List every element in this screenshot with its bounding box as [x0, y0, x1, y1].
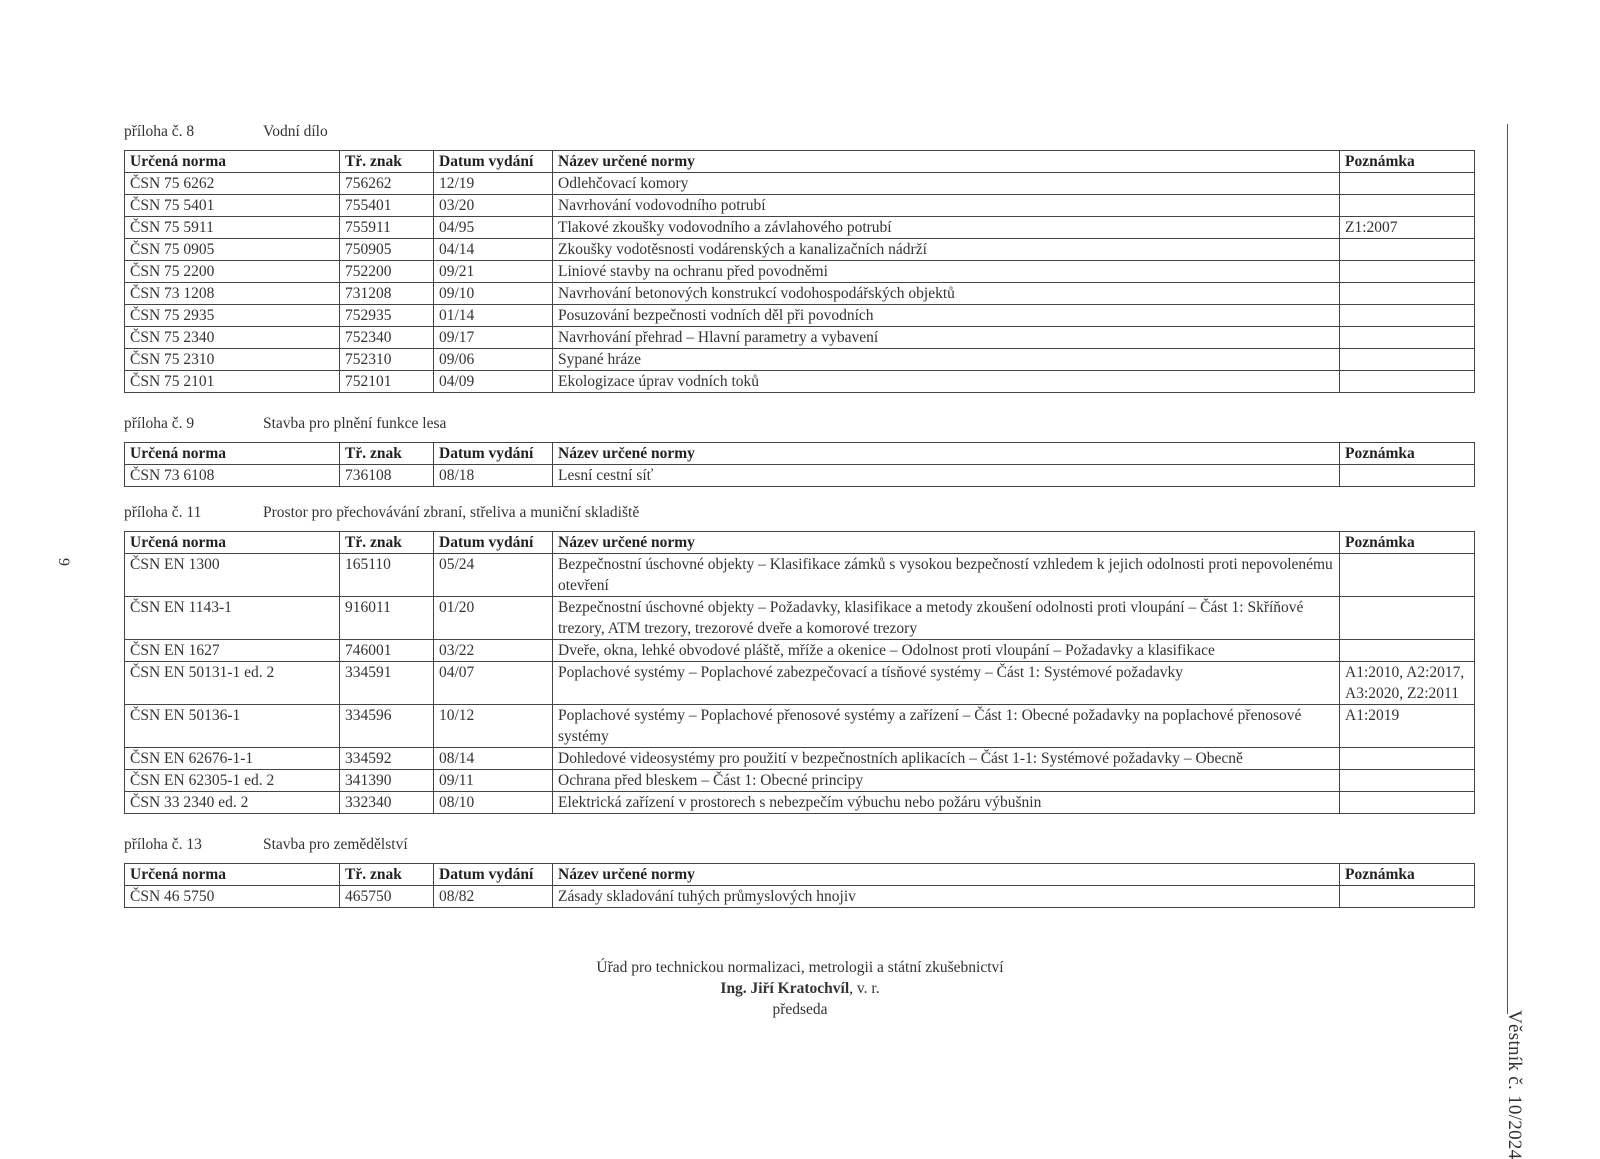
cell-note — [1340, 195, 1475, 217]
cell-issue-date: 09/21 — [434, 261, 553, 283]
cell-standard-name: Dveře, okna, lehké obvodové pláště, mříže a okenice – Odolnost proti vloupání – Požadavky a klasifikace — [553, 640, 1340, 662]
cell-class-code: 746001 — [340, 640, 434, 662]
cell-standard-name: Poplachové systémy – Poplachové zabezpečovací a tísňové systémy – Část 1: Systémové požadavky — [553, 662, 1340, 705]
cell-note — [1340, 886, 1475, 908]
cell-standard-name: Elektrická zařízení v prostorech s nebezpečím výbuchu nebo požáru výbušnin — [553, 792, 1340, 814]
header-issue-date: Datum vydání — [434, 864, 553, 886]
header-class-code: Tř. znak — [340, 443, 434, 465]
cell-standard: ČSN 73 6108 — [125, 465, 340, 487]
cell-standard: ČSN EN 1627 — [125, 640, 340, 662]
cell-standard: ČSN 75 5401 — [125, 195, 340, 217]
cell-issue-date: 04/07 — [434, 662, 553, 705]
standards-table — [124, 150, 1475, 393]
margin-rule — [1507, 124, 1508, 1014]
cell-note — [1340, 239, 1475, 261]
cell-note — [1340, 465, 1475, 487]
cell-class-code: 752935 — [340, 305, 434, 327]
cell-standard-name: Ekologizace úprav vodních toků — [553, 371, 1340, 393]
cell-class-code: 736108 — [340, 465, 434, 487]
signatory-role: předseda — [772, 1001, 828, 1018]
signatory-line — [0, 978, 1600, 999]
section-heading — [124, 121, 1474, 143]
cell-issue-date: 09/10 — [434, 283, 553, 305]
cell-class-code: 752101 — [340, 371, 434, 393]
cell-issue-date: 04/95 — [434, 217, 553, 239]
cell-issue-date: 09/06 — [434, 349, 553, 371]
cell-class-code: 341390 — [340, 770, 434, 792]
section-heading — [124, 413, 1474, 435]
cell-issue-date: 08/14 — [434, 748, 553, 770]
signature-block — [0, 957, 1600, 1020]
cell-issue-date: 03/22 — [434, 640, 553, 662]
cell-class-code: 916011 — [340, 597, 434, 640]
cell-class-code: 334591 — [340, 662, 434, 705]
table-header-row — [125, 443, 1475, 465]
cell-issue-date: 01/14 — [434, 305, 553, 327]
cell-standard: ČSN 73 1208 — [125, 283, 340, 305]
section-number: příloha č. 9 — [124, 415, 195, 432]
header-note: Poznámka — [1340, 532, 1475, 554]
document-body — [124, 119, 1474, 908]
table-row — [125, 349, 1475, 371]
cell-standard-name: Bezpečnostní úschovné objekty – Klasifikace zámků s vysokou bezpečností vzhledem k jejich odolnosti proti nepovolenému otevření — [553, 554, 1340, 597]
header-class-code: Tř. znak — [340, 151, 434, 173]
header-standard-name: Název určené normy — [553, 151, 1340, 173]
header-standard: Určená norma — [125, 151, 340, 173]
cell-standard-name: Lesní cestní síť — [553, 465, 1340, 487]
standards-table — [124, 531, 1475, 814]
cell-class-code: 731208 — [340, 283, 434, 305]
cell-note — [1340, 792, 1475, 814]
table-row — [125, 327, 1475, 349]
cell-class-code: 334592 — [340, 748, 434, 770]
table-header-row — [125, 864, 1475, 886]
header-note: Poznámka — [1340, 864, 1475, 886]
header-class-code: Tř. znak — [340, 864, 434, 886]
table-row — [125, 239, 1475, 261]
cell-class-code: 750905 — [340, 239, 434, 261]
section-heading — [124, 502, 1474, 524]
section-title: Stavba pro plnění funkce lesa — [263, 415, 447, 432]
cell-note — [1340, 327, 1475, 349]
cell-standard: ČSN 75 2101 — [125, 371, 340, 393]
signatory-suffix: , v. r. — [849, 980, 880, 997]
cell-issue-date: 01/20 — [434, 597, 553, 640]
cell-standard-name: Liniové stavby na ochranu před povodněmi — [553, 261, 1340, 283]
cell-issue-date: 09/17 — [434, 327, 553, 349]
section-number: příloha č. 8 — [124, 123, 195, 140]
header-issue-date: Datum vydání — [434, 532, 553, 554]
cell-standard-name: Navrhování přehrad – Hlavní parametry a vybavení — [553, 327, 1340, 349]
table-row — [125, 195, 1475, 217]
cell-standard: ČSN EN 62305-1 ed. 2 — [125, 770, 340, 792]
cell-class-code: 332340 — [340, 792, 434, 814]
table-row — [125, 305, 1475, 327]
cell-issue-date: 04/09 — [434, 371, 553, 393]
section-title: Prostor pro přechovávání zbraní, střeliva a muniční skladiště — [263, 504, 640, 521]
cell-standard-name: Posuzování bezpečnosti vodních děl při povodních — [553, 305, 1340, 327]
header-note: Poznámka — [1340, 443, 1475, 465]
cell-class-code: 755911 — [340, 217, 434, 239]
cell-note — [1340, 349, 1475, 371]
cell-issue-date: 08/10 — [434, 792, 553, 814]
table-row — [125, 261, 1475, 283]
cell-class-code: 752310 — [340, 349, 434, 371]
cell-standard: ČSN 75 0905 — [125, 239, 340, 261]
signatory-name: Ing. Jiří Kratochvíl — [720, 980, 850, 997]
cell-standard: ČSN EN 1300 — [125, 554, 340, 597]
header-standard-name: Název určené normy — [553, 864, 1340, 886]
table-row — [125, 770, 1475, 792]
office-name: Úřad pro technickou normalizaci, metrologii a státní zkušebnictví — [596, 959, 1004, 976]
table-row — [125, 554, 1475, 597]
header-standard: Určená norma — [125, 864, 340, 886]
table-row — [125, 283, 1475, 305]
cell-issue-date: 12/19 — [434, 173, 553, 195]
cell-class-code: 756262 — [340, 173, 434, 195]
page-number: 9 — [55, 558, 72, 566]
cell-note — [1340, 305, 1475, 327]
cell-class-code: 334596 — [340, 705, 434, 748]
table-row — [125, 705, 1475, 748]
cell-standard-name: Odlehčovací komory — [553, 173, 1340, 195]
cell-standard-name: Sypané hráze — [553, 349, 1340, 371]
table-row — [125, 465, 1475, 487]
header-issue-date: Datum vydání — [434, 151, 553, 173]
cell-note — [1340, 261, 1475, 283]
section-number: příloha č. 11 — [124, 504, 202, 521]
cell-class-code: 752200 — [340, 261, 434, 283]
cell-standard: ČSN 46 5750 — [125, 886, 340, 908]
cell-issue-date: 10/12 — [434, 705, 553, 748]
header-standard-name: Název určené normy — [553, 532, 1340, 554]
cell-standard: ČSN EN 62676-1-1 — [125, 748, 340, 770]
cell-standard-name: Dohledové videosystémy pro použití v bezpečnostních aplikacích – Část 1-1: Systémové požadavky – Obecně — [553, 748, 1340, 770]
section-title: Vodní dílo — [263, 123, 328, 140]
standards-table — [124, 442, 1475, 487]
cell-standard-name: Navrhování vodovodního potrubí — [553, 195, 1340, 217]
standards-table — [124, 863, 1475, 908]
cell-standard: ČSN EN 1143-1 — [125, 597, 340, 640]
cell-note — [1340, 283, 1475, 305]
cell-issue-date: 09/11 — [434, 770, 553, 792]
header-standard: Určená norma — [125, 532, 340, 554]
cell-standard: ČSN 75 6262 — [125, 173, 340, 195]
cell-standard-name: Navrhování betonových konstrukcí vodohospodářských objektů — [553, 283, 1340, 305]
cell-issue-date: 08/18 — [434, 465, 553, 487]
journal-issue-label: Věstník č. 10/2024 — [1504, 1010, 1525, 1159]
cell-standard: ČSN 75 2340 — [125, 327, 340, 349]
header-note: Poznámka — [1340, 151, 1475, 173]
cell-note — [1340, 597, 1475, 640]
cell-class-code: 755401 — [340, 195, 434, 217]
table-row — [125, 748, 1475, 770]
cell-standard: ČSN EN 50131-1 ed. 2 — [125, 662, 340, 705]
cell-note — [1340, 770, 1475, 792]
cell-note — [1340, 748, 1475, 770]
cell-note: A1:2010, A2:2017, A3:2020, Z2:2011 — [1340, 662, 1475, 705]
cell-note — [1340, 371, 1475, 393]
section-number: příloha č. 13 — [124, 836, 202, 853]
table-row — [125, 597, 1475, 640]
cell-class-code: 465750 — [340, 886, 434, 908]
cell-standard-name: Zkoušky vodotěsnosti vodárenských a kanalizačních nádrží — [553, 239, 1340, 261]
cell-standard: ČSN 75 2200 — [125, 261, 340, 283]
cell-issue-date: 03/20 — [434, 195, 553, 217]
cell-note — [1340, 640, 1475, 662]
cell-note — [1340, 173, 1475, 195]
cell-standard-name: Poplachové systémy – Poplachové přenosové systémy a zařízení – Část 1: Obecné požadavky na poplachové přenosové systémy — [553, 705, 1340, 748]
cell-standard-name: Ochrana před bleskem – Část 1: Obecné principy — [553, 770, 1340, 792]
header-issue-date: Datum vydání — [434, 443, 553, 465]
table-row — [125, 640, 1475, 662]
section-title: Stavba pro zemědělství — [263, 836, 408, 853]
table-row — [125, 792, 1475, 814]
cell-class-code: 752340 — [340, 327, 434, 349]
cell-issue-date: 04/14 — [434, 239, 553, 261]
table-header-row — [125, 151, 1475, 173]
cell-standard-name: Bezpečnostní úschovné objekty – Požadavky, klasifikace a metody zkoušení odolnosti proti vloupání – Část 1: Skříňové trezory, ATM trezory, trezorové dveře a komorové trezory — [553, 597, 1340, 640]
header-standard: Určená norma — [125, 443, 340, 465]
cell-note: A1:2019 — [1340, 705, 1475, 748]
cell-standard: ČSN 75 2935 — [125, 305, 340, 327]
cell-issue-date: 08/82 — [434, 886, 553, 908]
header-class-code: Tř. znak — [340, 532, 434, 554]
table-row — [125, 886, 1475, 908]
table-header-row — [125, 532, 1475, 554]
cell-class-code: 165110 — [340, 554, 434, 597]
cell-issue-date: 05/24 — [434, 554, 553, 597]
cell-standard: ČSN 33 2340 ed. 2 — [125, 792, 340, 814]
table-row — [125, 662, 1475, 705]
section-heading — [124, 834, 1474, 856]
cell-note: Z1:2007 — [1340, 217, 1475, 239]
table-row — [125, 173, 1475, 195]
header-standard-name: Název určené normy — [553, 443, 1340, 465]
cell-standard: ČSN 75 2310 — [125, 349, 340, 371]
cell-standard-name: Zásady skladování tuhých průmyslových hnojiv — [553, 886, 1340, 908]
table-row — [125, 371, 1475, 393]
cell-standard: ČSN EN 50136-1 — [125, 705, 340, 748]
table-row — [125, 217, 1475, 239]
cell-note — [1340, 554, 1475, 597]
cell-standard-name: Tlakové zkoušky vodovodního a závlahového potrubí — [553, 217, 1340, 239]
cell-standard: ČSN 75 5911 — [125, 217, 340, 239]
